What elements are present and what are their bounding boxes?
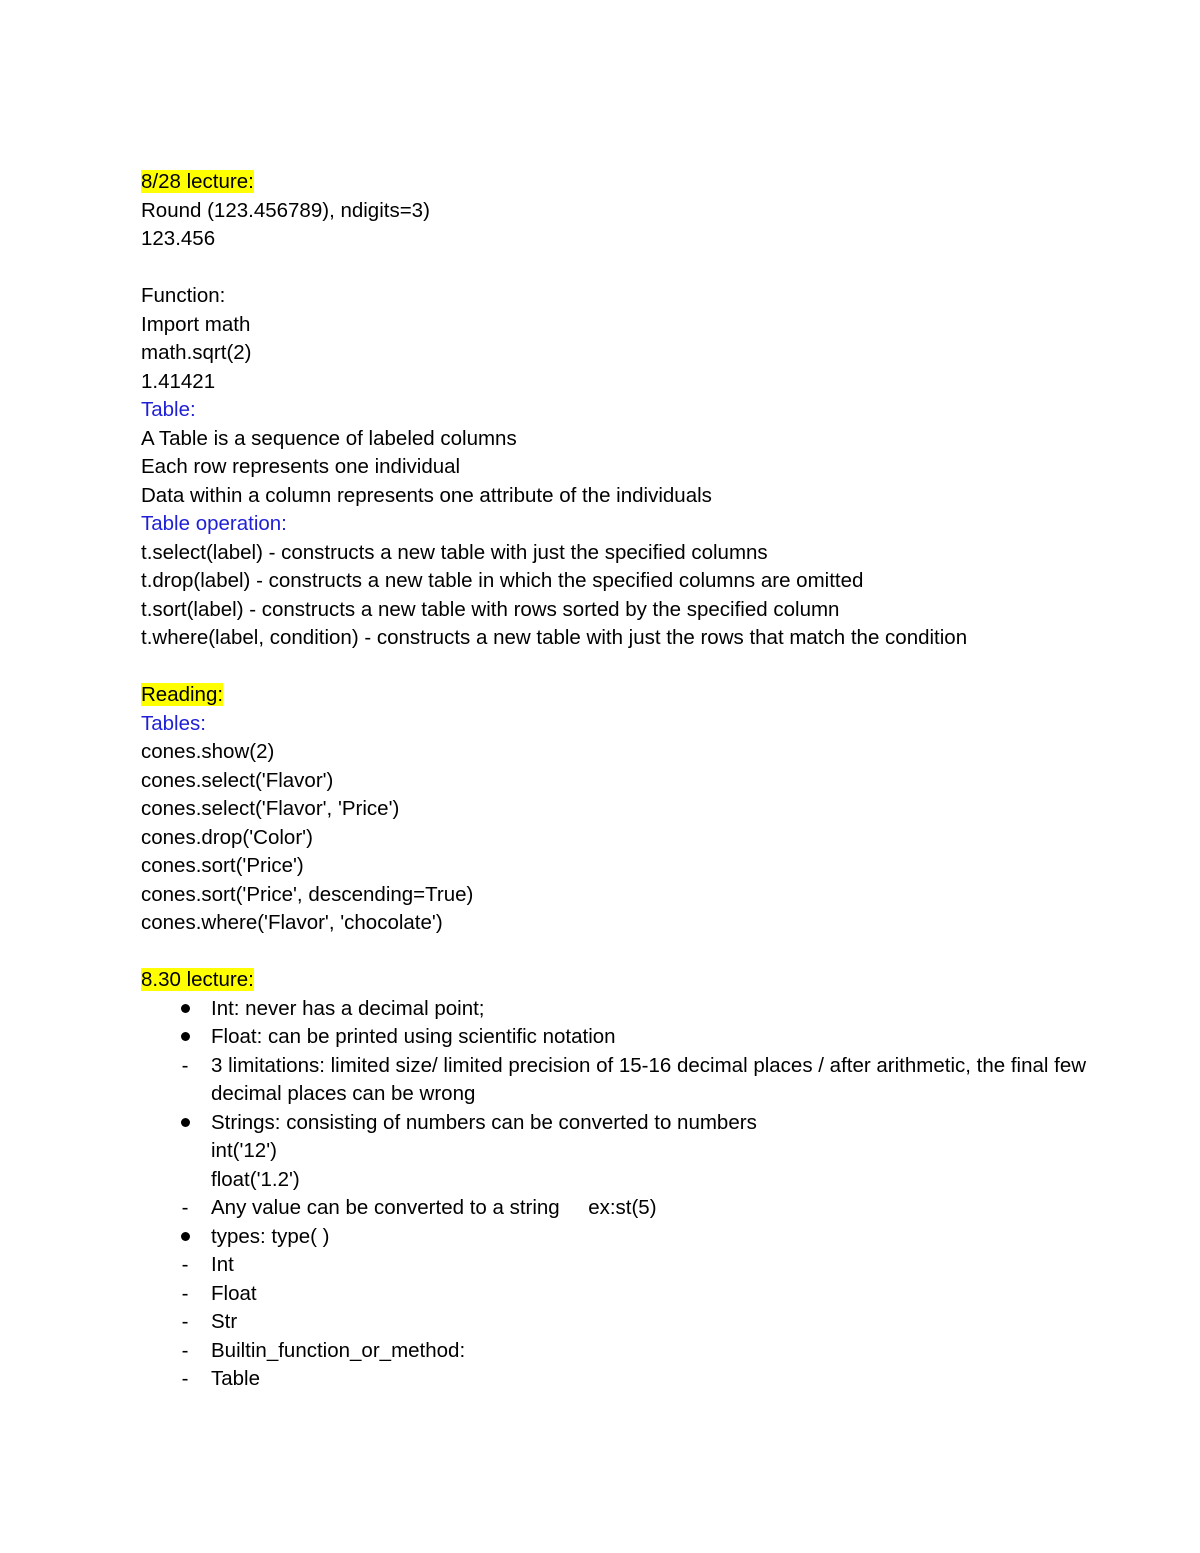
text-line: 1.41421 — [141, 369, 216, 393]
lecture-830-list — [141, 995, 1101, 1394]
list-item — [141, 1251, 1101, 1280]
subheading-tables: Tables: — [141, 711, 206, 735]
list-item — [141, 1023, 1101, 1052]
list-item-subline: float('1.2') — [211, 1167, 300, 1191]
list-item-text: Any value can be converted to a string ex:st(5) — [211, 1196, 657, 1219]
text-line: A Table is a sequence of labeled columns — [141, 426, 517, 450]
dash-marker: - — [181, 1196, 189, 1219]
text-line: Round (123.456789), ndigits=3) — [141, 198, 430, 222]
text-line: Import math — [141, 312, 251, 336]
section-heading-lecture-828 — [141, 168, 1101, 197]
list-item — [141, 1280, 1101, 1309]
code-line: cones.drop('Color') — [141, 825, 313, 849]
list-item — [141, 1194, 1101, 1223]
list-item-text: Table — [211, 1367, 261, 1390]
blank-line — [141, 254, 1101, 283]
subheading-table-operation: Table operation: — [141, 512, 287, 535]
dash-marker: - — [181, 1253, 189, 1276]
list-item-text: Int — [211, 1253, 234, 1276]
section-heading-lecture-830 — [141, 966, 1101, 995]
list-item — [141, 1308, 1101, 1337]
code-line: cones.sort('Price') — [141, 854, 304, 877]
bullet-icon — [175, 995, 195, 1024]
code-line: cones.select('Flavor') — [141, 768, 334, 792]
bullet-icon — [175, 1223, 195, 1252]
list-item-text: Float — [211, 1281, 257, 1305]
list-item — [141, 1337, 1101, 1366]
list-item — [141, 1365, 1101, 1394]
highlighted-heading: 8.30 lecture: — [141, 968, 254, 991]
list-item-text: Builtin_function_or_method: — [211, 1338, 466, 1362]
text-line: 123.456 — [141, 227, 216, 250]
list-item — [141, 995, 1101, 1024]
dash-marker: - — [181, 1310, 189, 1333]
text-line: Function: — [141, 284, 226, 307]
subheading-table: Table: — [141, 398, 196, 421]
list-item-text: 3 limitations: limited size/ limited precision of 15-16 decimal places / after arithmetic, the final few decimal places can be wrong — [211, 1053, 1087, 1105]
list-item — [141, 1052, 1101, 1109]
section-heading-reading — [141, 681, 1101, 710]
highlighted-heading: Reading: — [141, 683, 224, 706]
code-line: cones.select('Flavor', 'Price') — [141, 797, 400, 820]
blank-line — [141, 938, 1101, 967]
highlighted-heading: 8/28 lecture: — [141, 170, 254, 193]
list-item-text: Float: can be printed using scientific notation — [211, 1025, 616, 1048]
list-item — [141, 1223, 1101, 1252]
code-line: cones.where('Flavor', 'chocolate') — [141, 911, 443, 934]
code-line: cones.sort('Price', descending=True) — [141, 882, 474, 906]
list-item-text: Strings: consisting of numbers can be converted to numbers — [211, 1110, 757, 1134]
dash-marker: - — [181, 1053, 189, 1077]
bullet-icon — [175, 1109, 195, 1138]
list-item-text: Int: never has a decimal point; — [211, 996, 485, 1020]
text-line: math.sqrt(2) — [141, 341, 252, 364]
text-line: t.select(label) - constructs a new table with just the specified columns — [141, 540, 768, 564]
text-line: Each row represents one individual — [141, 455, 461, 478]
text-line: t.where(label, condition) - constructs a new table with just the rows that match the condition — [141, 626, 968, 649]
document-page — [141, 168, 1101, 1394]
dash-marker: - — [181, 1281, 189, 1305]
list-item — [141, 1109, 1101, 1195]
code-line: cones.show(2) — [141, 740, 275, 763]
list-item-text: types: type( ) — [211, 1224, 330, 1248]
list-item-text: Str — [211, 1310, 238, 1333]
dash-marker: - — [181, 1338, 189, 1362]
bullet-icon — [175, 1023, 195, 1052]
text-line: Data within a column represents one attribute of the individuals — [141, 483, 712, 507]
text-line: t.sort(label) - constructs a new table with rows sorted by the specified column — [141, 597, 840, 621]
list-item-subline: int('12') — [211, 1139, 277, 1162]
text-line: t.drop(label) - constructs a new table in which the specified columns are omitted — [141, 569, 864, 592]
blank-line — [141, 653, 1101, 682]
dash-marker: - — [181, 1367, 189, 1390]
